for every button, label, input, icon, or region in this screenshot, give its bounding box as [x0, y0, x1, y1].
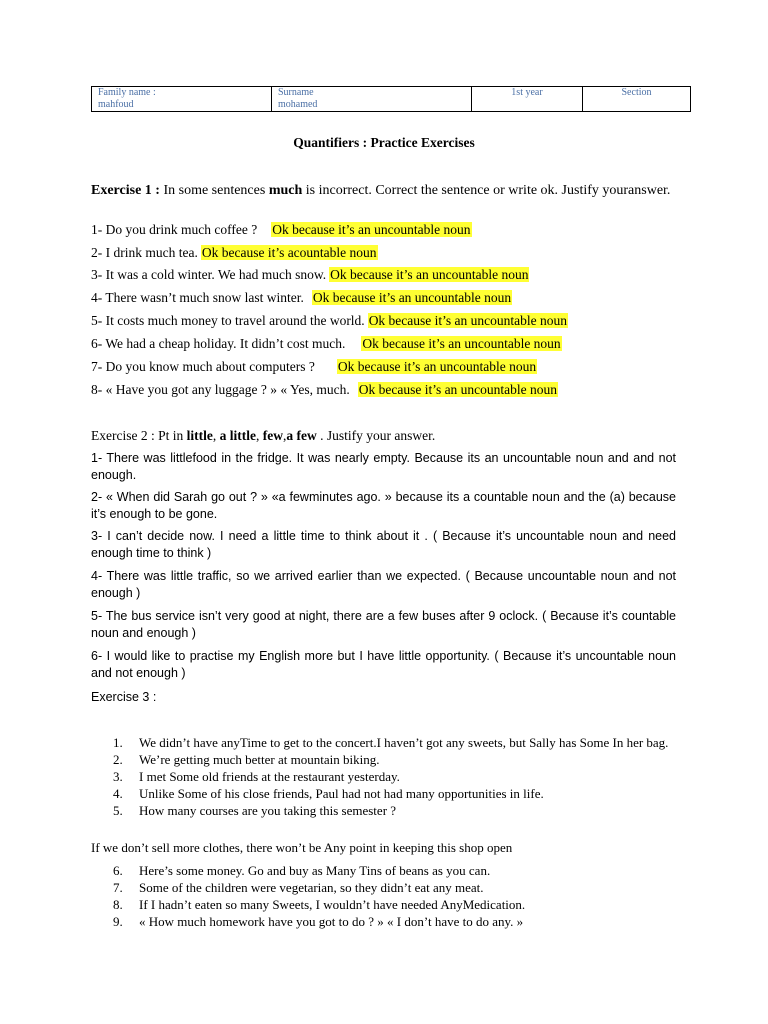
exercise2-suffix: . Justify your answer. [316, 428, 436, 443]
exercise1-question: 2- I drink much tea. [91, 245, 198, 260]
list-item-text: I met Some old friends at the restaurant yesterday. [139, 769, 400, 784]
exercise1-answer: Ok because it’s an uncountable noun [368, 313, 568, 328]
exercise1-item [91, 266, 691, 284]
page-title: Quantifiers : Practice Exercises [293, 135, 475, 150]
exercise1-answer: Ok because it’s an uncountable noun [362, 336, 561, 351]
exercise2-item: 5- The bus service isn’t very good at night, there are a few buses after 9 oclock. ( Because it’s countable noun and enough ) [91, 609, 676, 640]
exercise1-answer: Ok because it’s an uncountable noun [330, 267, 529, 282]
exercise1-question: 7- Do you know much about computers ? [91, 359, 315, 374]
list-item-number: 8. [113, 897, 123, 912]
family-name-cell [92, 87, 272, 112]
family-name-label: Family name : [98, 87, 156, 98]
exercise2-item: 6- I would like to practise my English more but I have little opportunity. ( Because it’s uncountable noun and not enough ) [91, 649, 676, 680]
exercise1-question: 8- « Have you got any luggage ? » « Yes, much. [91, 382, 350, 397]
list-item-text: Unlike Some of his close friends, Paul had not had many opportunities in life. [139, 786, 544, 801]
list-item-text: If I hadn’t eaten so many Sweets, I wouldn’t have needed AnyMedication. [139, 897, 526, 912]
list-item [113, 862, 693, 879]
list-item-number: 7. [113, 880, 123, 895]
list-item-number: 2. [113, 752, 123, 767]
list-item [113, 751, 693, 768]
exercise1-item [91, 312, 691, 330]
list-item-number: 4. [113, 786, 123, 801]
list-item-text: « How much homework have you got to do ? » « I don’t have to do any. » [139, 914, 524, 929]
list-item-number: 6. [113, 863, 123, 878]
section-label: Section [621, 87, 652, 98]
exercise2-prefix: Exercise 2 : Pt in [91, 428, 187, 443]
exercise1-answer: Ok because it’s an uncountable noun [358, 382, 558, 397]
list-item [113, 734, 693, 751]
list-item-number: 5. [113, 803, 123, 818]
exercise2-word-little: little [186, 428, 213, 443]
exercise1-question: 6- We had a cheap holiday. It didn’t cost much. [91, 336, 346, 351]
exercise2-word-a-few: a few [286, 428, 317, 443]
exercise1-answer: Ok because it’s an uncountable noun [312, 290, 512, 305]
exercise1-label: Exercise 1 : [91, 183, 160, 198]
exercise1-item [91, 221, 691, 239]
list-item [113, 896, 693, 913]
list-item-text: Here’s some money. Go and buy as Many Tins of beans as you can. [139, 863, 491, 878]
list-item [113, 785, 693, 802]
list-item [113, 768, 693, 785]
exercise1-item [91, 289, 691, 307]
exercise2-word-few: few [262, 428, 283, 443]
list-item-number: 1. [113, 735, 123, 750]
exercise1-item [91, 381, 691, 399]
student-info-table [91, 86, 691, 112]
exercise2-item: 3- I can’t decide now. I need a little time to think about it . ( Because it’s uncountable noun and need enough time to think ) [91, 529, 676, 560]
year-cell [472, 87, 583, 112]
exercise1-question: 4- There wasn’t much snow last winter. [91, 290, 304, 305]
exercise1-intro-b: is incorrect. Correct the sentence or write ok. Justify youranswer. [302, 183, 671, 198]
exercise3-label: Exercise 3 : [91, 690, 157, 704]
exercise2-instructions: Exercise 2 : Pt in little, a little, few,a few . Justify your answer. [91, 428, 436, 443]
list-item-text: We’re getting much better at mountain biking. [139, 752, 380, 767]
list-item-text: Some of the children were vegetarian, so they didn’t eat any meat. [139, 880, 484, 895]
exercise1-item [91, 358, 691, 376]
exercise3-list-a [113, 734, 693, 819]
exercise1-answer: Ok because it’s an uncountable noun [272, 222, 471, 237]
exercise1-intro-a: In some sentences [159, 183, 269, 198]
exercise2-item: 4- There was little traffic, so we arrived earlier than we expected. ( Because uncountable noun and not enough ) [91, 569, 676, 600]
list-item [113, 802, 693, 819]
list-item [113, 879, 693, 896]
exercise1-question: 5- It costs much money to travel around the world. [91, 313, 365, 328]
exercise1-question: 3- It was a cold winter. We had much snow. [91, 267, 327, 282]
exercise2-item: 1- There was littlefood in the fridge. It was nearly empty. Because its an uncountable noun and and not enough. [91, 451, 676, 482]
exercise3-list-b [113, 862, 693, 930]
exercise1-item [91, 244, 691, 262]
year-label: 1st year [511, 87, 543, 98]
exercise3-middle-sentence: If we don’t sell more clothes, there won’t be Any point in keeping this shop open [91, 840, 513, 855]
exercise1-item [91, 335, 691, 353]
section-cell [583, 87, 691, 112]
exercise1-question: 1- Do you drink much coffee ? [91, 222, 258, 237]
family-name-value: mahfoud [98, 99, 134, 110]
list-item-text: We didn’t have anyTime to get to the concert.I haven’t got any sweets, but Sally has Some In her bag. [139, 735, 669, 750]
surname-value: mohamed [278, 99, 318, 110]
list-item-text: How many courses are you taking this semester ? [139, 803, 397, 818]
exercise1-intro-bold: much [268, 183, 303, 198]
exercise1-answer: Ok because it’s an uncountable noun [337, 359, 537, 374]
list-item [113, 913, 693, 930]
exercise1-instructions [91, 181, 676, 200]
exercise2-item: 2- « When did Sarah go out ? » «a fewminutes ago. » because its a countable noun and the (a) because it’s enough to be gone. [91, 490, 676, 521]
surname-label: Surname [278, 87, 314, 98]
exercise2-word-a-little: a little [219, 428, 256, 443]
exercise1-answer: Ok because it’s acountable noun [201, 245, 377, 260]
list-item-number: 3. [113, 769, 123, 784]
surname-cell [272, 87, 472, 112]
list-item-number: 9. [113, 914, 123, 929]
